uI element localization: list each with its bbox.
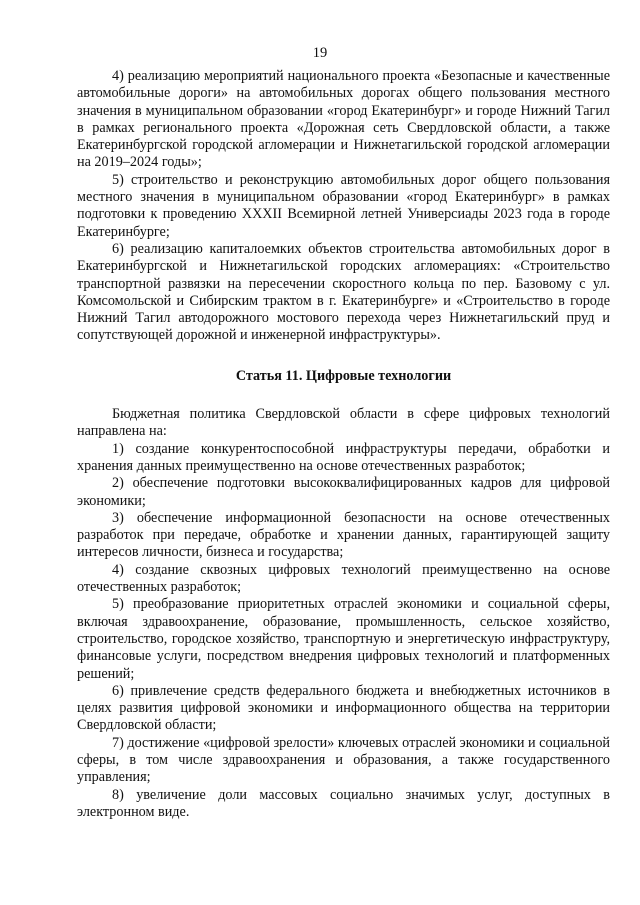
digital-item-6: 6) привлечение средств федерального бюджета и внебюджетных источников в целях развития цифровой экономики и информационного общества на территории Свердловской области;: [77, 682, 610, 734]
page-number: 19: [312, 45, 328, 61]
digital-item-3: 3) обеспечение информационной безопасности на основе отечественных разработок при передаче, обработке и хранении данных, гарантирующей защиту интересов личности, бизнеса и государства;: [77, 509, 610, 561]
digital-item-2: 2) обеспечение подготовки высококвалифицированных кадров для цифровой экономики;: [77, 475, 610, 509]
list-item-5: 5) строительство и реконструкцию автомобильных дорог общего пользования местного значения в муниципальном образовании «город Екатеринбург» в рамках подготовки к проведению XXXII Всемирной летней Универсиады 2023 года в городе Екатеринбурге;: [77, 171, 610, 240]
list-item-6: 6) реализацию капиталоемких объектов строительства автомобильных дорог в Екатеринбургской и Нижнетагильской городских агломерациях: «Строительство транспортной развязки на пересечении скоростного кольца по пер. Базовому с ул. Комсомольской и Сибирским трактом в г. Екатеринбурге» и «Строительство в городе Нижний Тагил автодорожного мостового перехода через Нижнетагильский пруд и сопутствующей дорожной и инженерной инфраструктуры».: [77, 240, 610, 344]
intro-paragraph: Бюджетная политика Свердловской области в сфере цифровых технологий направлена на:: [77, 406, 610, 440]
digital-item-5: 5) преобразование приоритетных отраслей экономики и социальной сферы, включая здравоохранение, образование, промышленность, сельское хозяйство, строительство, городское хозяйство, транспортную и энергетическую инфраструктуру, финансовые услуги, посредством внедрения цифровых технологий и платформенных решений;: [77, 596, 610, 682]
digital-item-7: 7) достижение «цифровой зрелости» ключевых отраслей экономики и социальной сферы, в том числе здравоохранения и образования, а также государственного управления;: [77, 734, 610, 786]
digital-item-4: 4) создание сквозных цифровых технологий преимущественно на основе отечественных разработок;: [77, 561, 610, 596]
digital-item-1: 1) создание конкурентоспособной инфраструктуры передачи, обработки и хранения данных преимущественно на основе отечественных разработок;: [77, 440, 610, 474]
article-heading: Статья 11. Цифровые технологии: [235, 367, 452, 384]
digital-item-8: 8) увеличение доли массовых социально значимых услуг, доступных в электронном виде.: [77, 786, 610, 820]
document-body: [77, 68, 610, 821]
list-item-4: 4) реализацию мероприятий национального проекта «Безопасные и качественные автомобильные дороги» на автомобильных дорогах общего пользования местного значения в муниципальном образовании «город Екатеринбург» и городе Нижний Тагил в рамках регионального проекта «Дорожная сеть Свердловской области, а также Екатеринбургской городской агломерации и Нижнетагильской городской агломерации на 2019–2024 годы»;: [77, 68, 610, 171]
